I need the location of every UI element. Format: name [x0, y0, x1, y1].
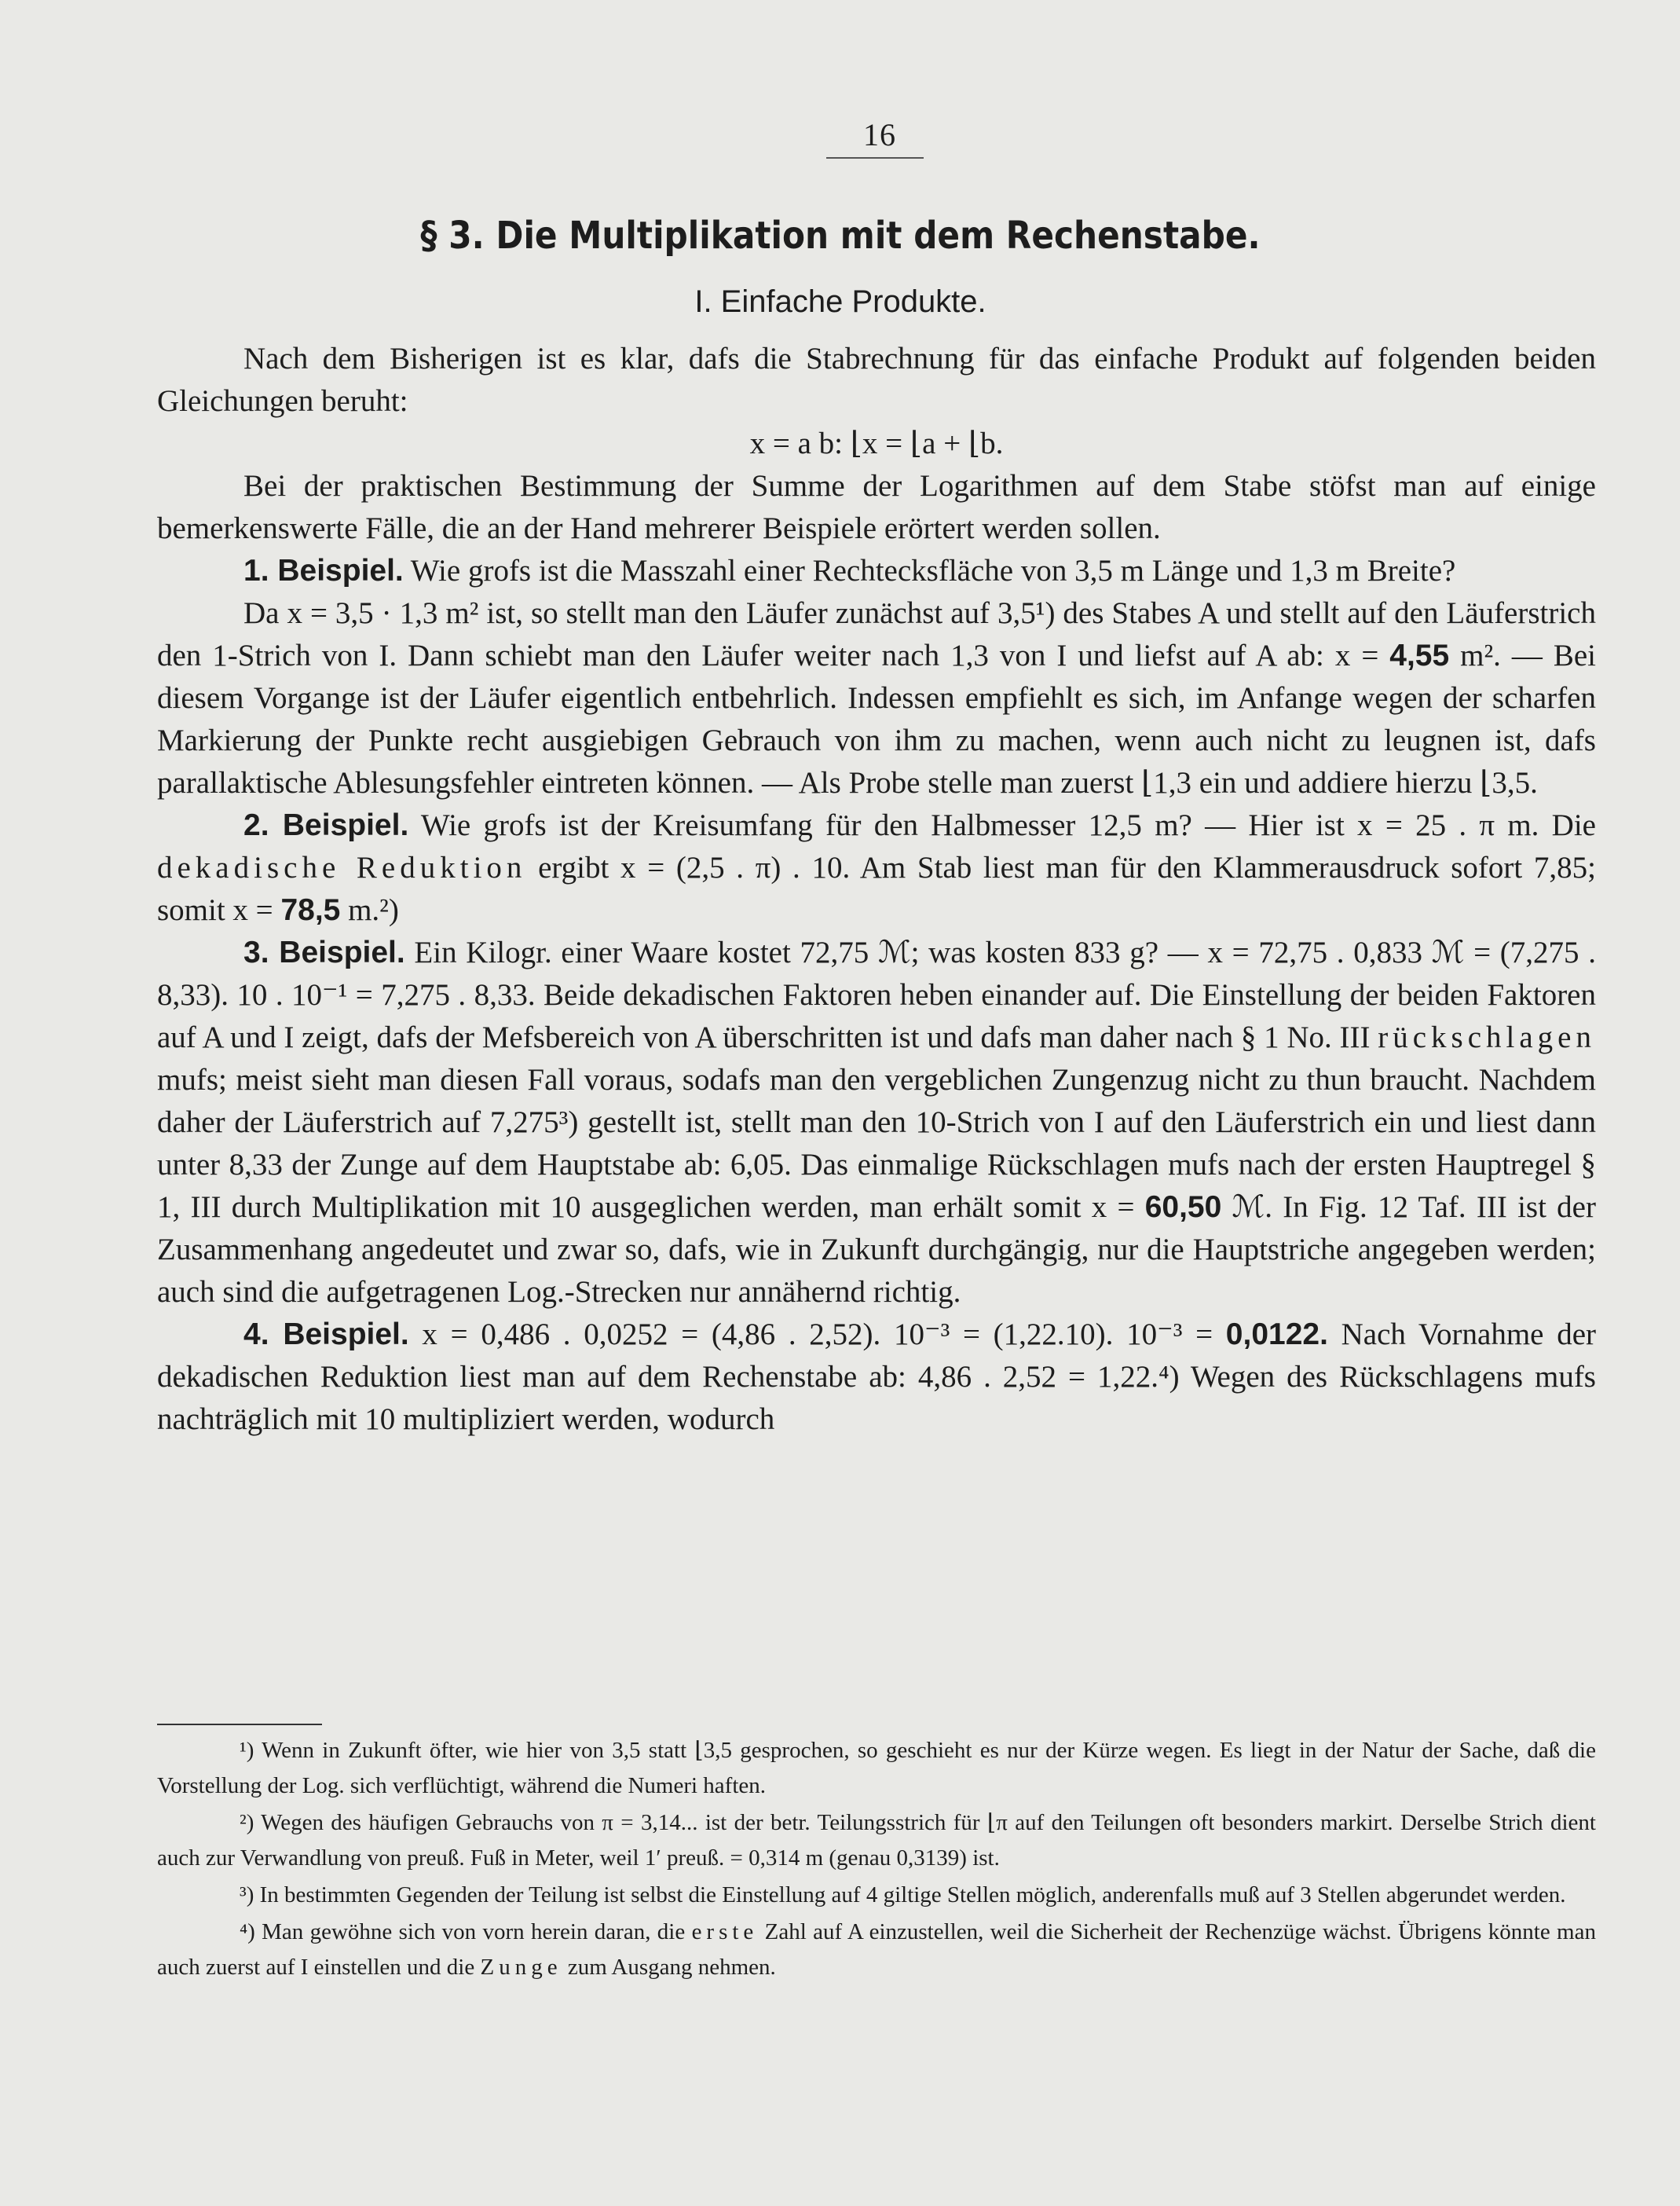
example-2-label: 2. Beispiel. [243, 808, 409, 842]
paragraph-2: Bei der praktischen Bestimmung der Summe der Logarithmen auf dem Stabe stöfst man auf einige bemerkenswerte Fälle, die an der Hand mehrerer Beispiele erörtert werden sollen. [157, 469, 1596, 545]
footnote-4-spaced-1: erste [691, 1919, 759, 1944]
footnote-rule [157, 1724, 322, 1725]
example-2-text-a: Wie grofs ist der Kreisumfang für den Halbmesser 12,5 m? — Hier ist x = 25 . π m. Die [408, 808, 1596, 842]
example-4-result: 0,0122. [1225, 1317, 1328, 1351]
example-3-spaced: rückschlagen [1378, 1021, 1596, 1054]
body-text [157, 338, 1596, 1441]
example-4-text-b: Nach Vornahme der dekadischen Reduktion liest man auf dem Rechenstabe ab: 4,86 . 2,52 = 1,22.⁴) Wegen des Rückschlagens mufs nachträglich mit 10 multipliziert werden, wodurch [157, 1317, 1596, 1436]
example-4-label: 4. Beispiel. [243, 1317, 409, 1351]
example-1-text: Wie grofs ist die Masszahl einer Rechtecksfläche von 3,5 m Länge und 1,3 m Breite? [403, 554, 1456, 588]
example-4-text-a: x = 0,486 . 0,0252 = (4,86 . 2,52). 10⁻³ = (1,22.10). 10⁻³ = [408, 1317, 1226, 1351]
section-heading: § 3. Die Multiplikation mit dem Rechenstabe. [420, 214, 1261, 258]
example-2-spaced: dekadische Reduktion [157, 851, 527, 885]
example-3-label: 3. Beispiel. [243, 936, 405, 969]
footnote-2: ²) Wegen des häufigen Gebrauchs von π = 3,14... ist der betr. Teilungsstrich für ⌊π auf den Teilungen oft besonders markirt. Derselbe Strich dient auch zur Verwandlung von preuß. Fuß in Meter, weil 1′ preuß. = 0,314 m (genau 0,3139) ist. [157, 1810, 1596, 1871]
footnote-4-text-b: Zahl auf A einzustellen, weil die Sicherheit der Rechenzüge wächst. Übrigens könnte man auch zuerst auf I einstellen und die [157, 1919, 1596, 1980]
example-3-text-c: ℳ. In Fig. 12 Taf. III ist der Zusammenhang angedeutet und zwar so, dafs, wie in Zukunft durchgängig, nur die Hauptstriche angegeben werden; auch sind die aufgetragenen Log.-Strecken nur annähernd richtig. [157, 1190, 1596, 1309]
example-4 [157, 1314, 1596, 1441]
example-2-result: 78,5 [280, 893, 341, 927]
example-1-solution-text-a: Da x = 3,5 · 1,3 m² ist, so stellt man den Läufer zunächst auf 3,5¹) des Stabes A und stellt auf den Läuferstrich den 1-Strich von I. Dann schiebt man den Läufer weiter nach 1,3 von I und liefst auf A ab: x = [157, 596, 1596, 672]
example-2-text-b: ergibt x = (2,5 . π) . 10. Am Stab liest man für den Klammerausdruck sofort 7,85; somit x = [157, 851, 1596, 927]
subsection-heading: I. Einfache Produkte. [694, 284, 986, 319]
footnote-4 [157, 1915, 1596, 1985]
footnote-4-text-c: zum Ausgang nehmen. [562, 1955, 776, 1980]
page-number-rule [826, 157, 924, 159]
example-1-label: 1. Beispiel. [243, 554, 404, 588]
intro-paragraph: Nach dem Bisherigen ist es klar, dafs die Stabrechnung für das einfache Produkt auf folgenden beiden Gleichungen beruht: [157, 342, 1596, 418]
example-1-solution [157, 592, 1596, 804]
example-1-solution-text-b: m². — Bei diesem Vorgange ist der Läufer eigentlich entbehrlich. Indessen empfiehlt es sich, im Anfange wegen der scharfen Markierung der Punkte recht ausgiebigen Gebrauch von ihm zu machen, wenn auch nicht zu leugnen ist, dafs parallaktische Ablesungsfehler eintreten können. — Als Probe stelle man zuerst ⌊1,3 ein und addiere hierzu ⌊3,5. [157, 639, 1597, 800]
footnote-4-text-a: ⁴) Man gewöhne sich von vorn herein daran, die [240, 1919, 692, 1944]
footnote-1: ¹) Wenn in Zukunft öfter, wie hier von 3,5 statt ⌊3,5 gesprochen, so geschieht es nur der Kürze wegen. Es liegt in der Natur der Sache, daß die Vorstellung der Log. sich verflüchtigt, während die Numeri haften. [157, 1738, 1596, 1798]
footnote-3: ³) In bestimmten Gegenden der Teilung ist selbst die Einstellung auf 4 giltige Stellen möglich, anderenfalls muß auf 3 Stellen abgerundet werden. [240, 1882, 1566, 1907]
footnotes [157, 1733, 1596, 1987]
example-3-result: 60,50 [1144, 1190, 1222, 1224]
formula: x = a b: ⌊x = ⌊a + ⌊b. [749, 427, 1004, 460]
footnote-4-spaced-2: Zunge [480, 1955, 562, 1980]
example-2 [157, 804, 1596, 932]
page-number: 16 [863, 117, 896, 152]
example-3-text-b: mufs; meist sieht man diesen Fall voraus, sodafs man den vergeblichen Zungenzug nicht zu thun braucht. Nachdem daher der Läuferstrich auf 7,275³) gestellt ist, stellt man den 10-Strich von I auf den Läuferstrich ein und liest dann unter 8,33 der Zunge auf dem Hauptstabe ab: 6,05. Das einmalige Rückschlagen mufs nach der ersten Hauptregel § 1, III durch Multiplikation mit 10 ausgeglichen werden, man erhält somit x = [157, 1063, 1596, 1224]
example-3 [157, 932, 1596, 1314]
example-3-text-a: Ein Kilogr. einer Waare kostet 72,75 ℳ; was kosten 833 g? — x = 72,75 . 0,833 ℳ = (7,275 . 8,33). 10 . 10⁻¹ = 7,275 . 8,33. Beide dekadischen Faktoren heben einander auf. Die Einstellung der beiden Faktoren auf A und I zeigt, dafs der Mefsbereich von A überschritten ist und dafs man daher nach § 1 No. III [157, 936, 1596, 1054]
example-1 [157, 550, 1596, 592]
example-1-result: 4,55 [1389, 639, 1450, 672]
example-2-text-c: m.²) [340, 893, 399, 927]
